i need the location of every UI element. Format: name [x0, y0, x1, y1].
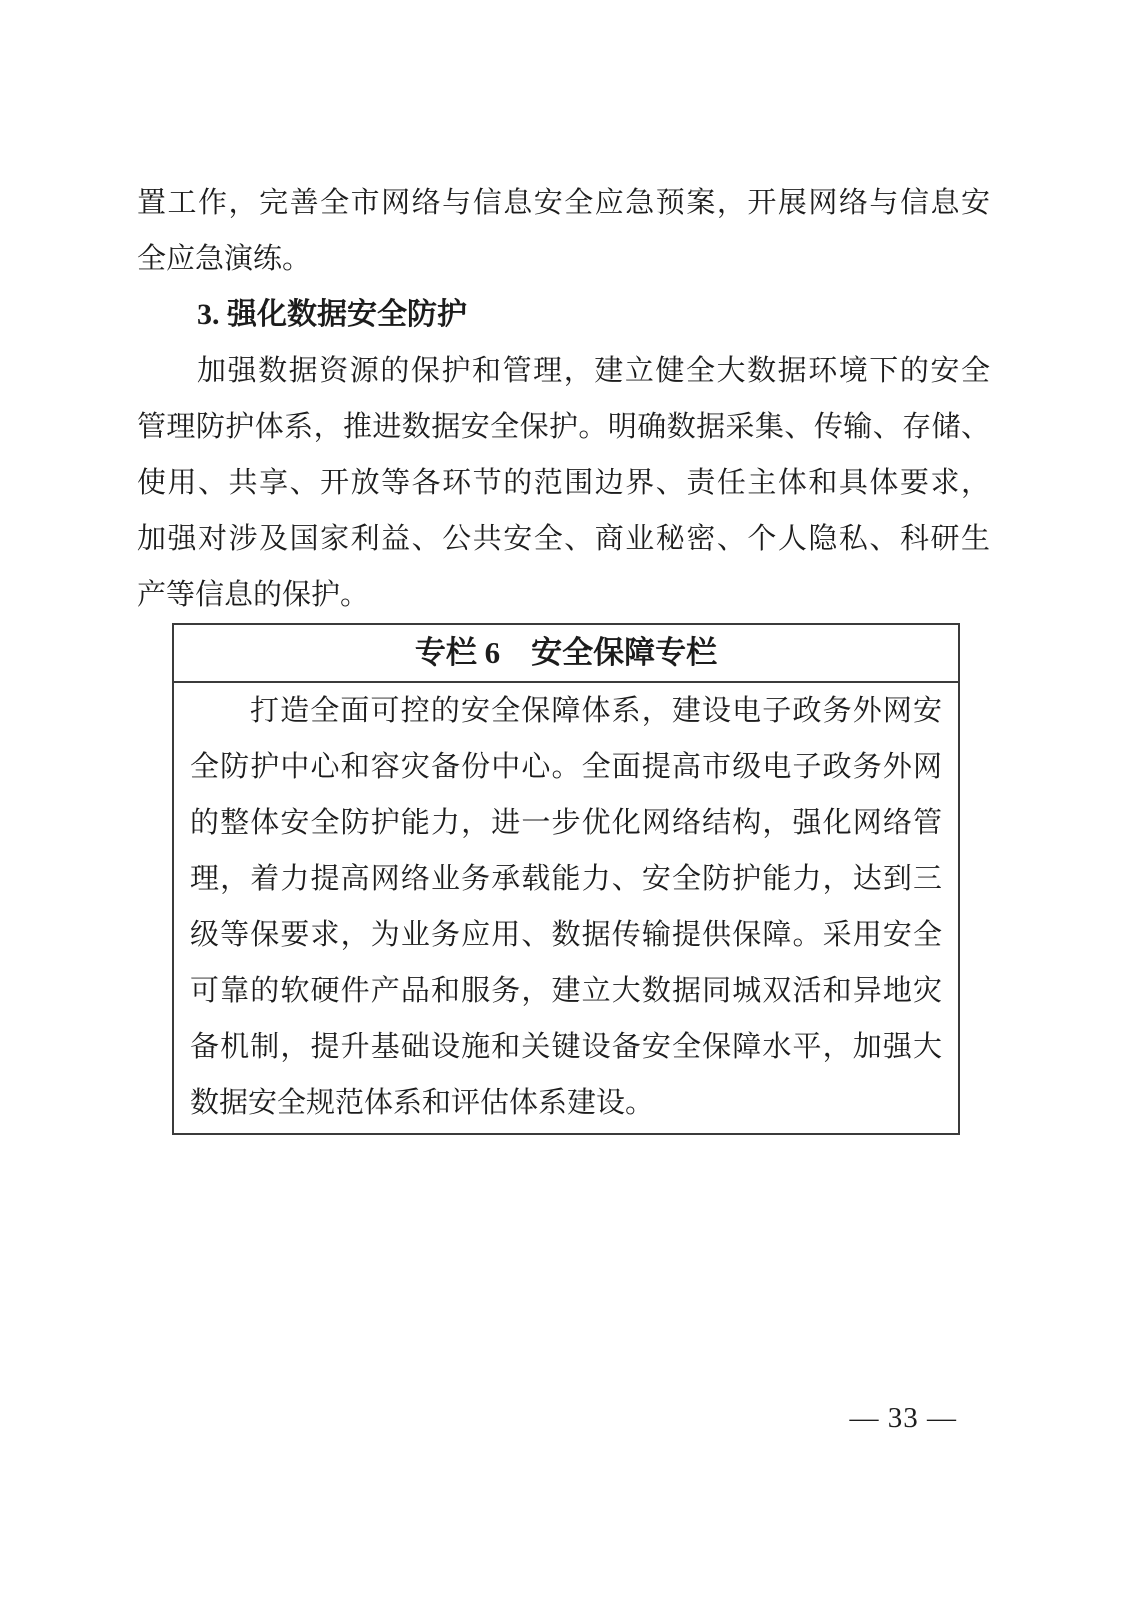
box-body	[174, 683, 958, 1133]
box-title: 专栏 6 安全保障专栏	[174, 625, 958, 683]
page-number: — 33 —	[849, 1402, 957, 1434]
box-line: 的整体安全防护能力，进一步优化网络结构，强化网络管	[190, 807, 942, 839]
paragraph-line: 产等信息的保护。	[137, 579, 370, 611]
box-line: 理，着力提高网络业务承载能力、安全防护能力，达到三	[190, 863, 942, 895]
paragraph-data-protection	[137, 343, 990, 623]
paragraph-line: 全应急演练。	[137, 243, 312, 275]
highlight-box-column-6	[172, 623, 960, 1135]
paragraph-line: 使用、共享、开放等各环节的范围边界、责任主体和具体要求，	[137, 467, 990, 499]
box-line: 数据安全规范体系和评估体系建设。	[190, 1087, 655, 1119]
paragraph-line: 置工作，完善全市网络与信息安全应急预案，开展网络与信息安	[137, 187, 990, 219]
paragraph-line: 加强对涉及国家利益、公共安全、商业秘密、个人隐私、科研生	[137, 523, 990, 555]
paragraph-network-security	[137, 175, 990, 287]
paragraph-line: 管理防护体系，推进数据安全保护。明确数据采集、传输、存储、	[137, 411, 990, 443]
paragraph-line: 加强数据资源的保护和管理，建立健全大数据环境下的安全	[197, 355, 990, 387]
box-line: 可靠的软硬件产品和服务，建立大数据同城双活和异地灾	[190, 975, 942, 1007]
box-line: 级等保要求，为业务应用、数据传输提供保障。采用安全	[190, 919, 942, 951]
box-line: 全防护中心和容灾备份中心。全面提高市级电子政务外网	[190, 751, 942, 783]
page-content	[137, 175, 990, 1135]
box-line: 打造全面可控的安全保障体系，建设电子政务外网安	[250, 695, 942, 727]
section-heading: 3. 强化数据安全防护	[197, 298, 467, 331]
box-line: 备机制，提升基础设施和关键设备安全保障水平，加强大	[190, 1031, 942, 1063]
